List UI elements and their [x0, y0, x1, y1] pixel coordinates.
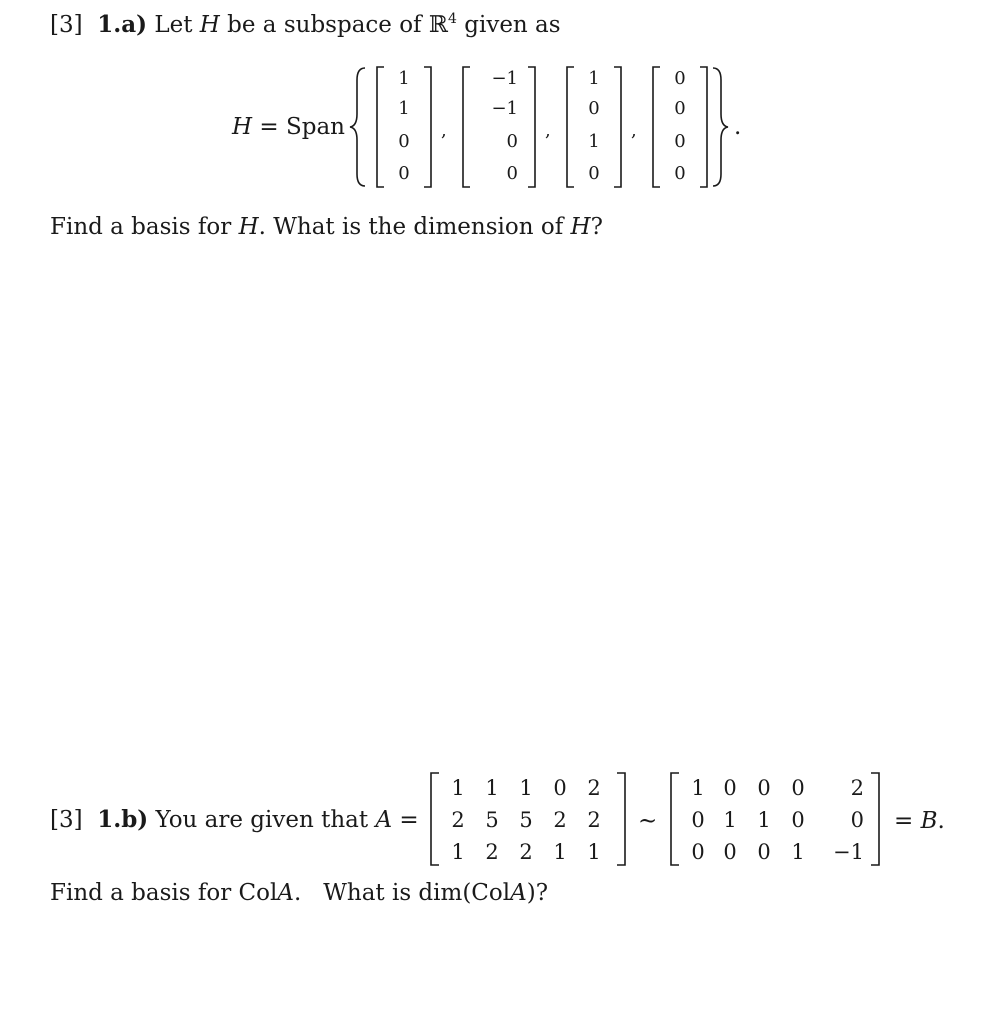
points-badge: [3]: [50, 807, 83, 833]
matrix-entry: 0: [791, 776, 805, 800]
matrix-entry: 2: [519, 840, 533, 864]
equation-end-period: .: [734, 114, 742, 140]
vector-entry: 0: [506, 163, 518, 184]
vector-entry: 1: [588, 131, 600, 152]
vector-entry: 0: [398, 131, 410, 152]
vector-entry: −1: [491, 68, 518, 89]
vector-entry: 1: [398, 98, 410, 119]
vector-entry: 0: [588, 98, 600, 119]
real-space-symbol: ℝ$^4$: [428, 11, 457, 38]
problem-b-statement: [3] 1.b) You are given that A =: [50, 806, 419, 833]
vector-entry: 0: [674, 68, 686, 89]
matrix-entry: 0: [691, 840, 705, 864]
matrix-entry: 2: [850, 776, 864, 800]
equals-b: = B.: [894, 808, 945, 834]
vector-entry: 0: [506, 131, 518, 152]
matrix-entry: 0: [757, 776, 771, 800]
vector-entry: 0: [674, 98, 686, 119]
vector-separator: ,: [441, 120, 447, 141]
problem-a-statement: [3] 1.a) Let H be a subspace of ℝ$^4$ given as: [50, 11, 561, 38]
matrix-entry: 1: [451, 776, 465, 800]
matrix-entry: 2: [587, 776, 601, 800]
matrix-entry: 0: [850, 808, 864, 832]
vector-entry: 1: [398, 68, 410, 89]
matrix-entry: 1: [757, 808, 771, 832]
vector-entry: 0: [674, 163, 686, 184]
matrix-entry: 1: [791, 840, 805, 864]
matrix-entry: 1: [723, 808, 737, 832]
matrix-entry: 2: [451, 808, 465, 832]
vector-entry: 1: [588, 68, 600, 89]
vector-entry: 0: [588, 163, 600, 184]
matrix-entry: 2: [587, 808, 601, 832]
matrix-entry: 1: [451, 840, 465, 864]
problem-label: 1.a): [97, 11, 148, 38]
matrix-entry: 1: [485, 776, 499, 800]
vector-entry: 0: [674, 131, 686, 152]
vector-entry: −1: [491, 98, 518, 119]
matrix-entry: 5: [485, 808, 499, 832]
matrix-entry: −1: [833, 840, 864, 864]
problem-a-question: Find a basis for H. What is the dimension of H?: [50, 214, 603, 240]
matrix-entry: 0: [723, 776, 737, 800]
matrix-entry: 1: [587, 840, 601, 864]
matrix-entry: 2: [485, 840, 499, 864]
matrix-entry: 1: [519, 776, 533, 800]
matrix-entry: 5: [519, 808, 533, 832]
matrix-entry: 1: [691, 776, 705, 800]
matrix-entry: 0: [691, 808, 705, 832]
vector-separator: ,: [631, 120, 637, 141]
vector-entry: 0: [398, 163, 410, 184]
problem-b-question: Find a basis for ColA. What is dim(ColA)?: [50, 880, 549, 906]
vector-separator: ,: [545, 120, 551, 141]
matrix-entry: 1: [553, 840, 567, 864]
matrix-entry: 2: [553, 808, 567, 832]
points-badge: [3]: [50, 12, 83, 38]
right-curly-brace: [710, 66, 730, 188]
left-curly-brace: [348, 66, 368, 188]
span-equation-lhs: H = Span: [232, 114, 345, 140]
row-equivalence-tilde: ∼: [638, 808, 658, 834]
matrix-entry: 0: [791, 808, 805, 832]
matrix-entry: 0: [553, 776, 567, 800]
problem-label: 1.b): [97, 806, 149, 833]
matrix-entry: 0: [757, 840, 771, 864]
matrix-entry: 0: [723, 840, 737, 864]
